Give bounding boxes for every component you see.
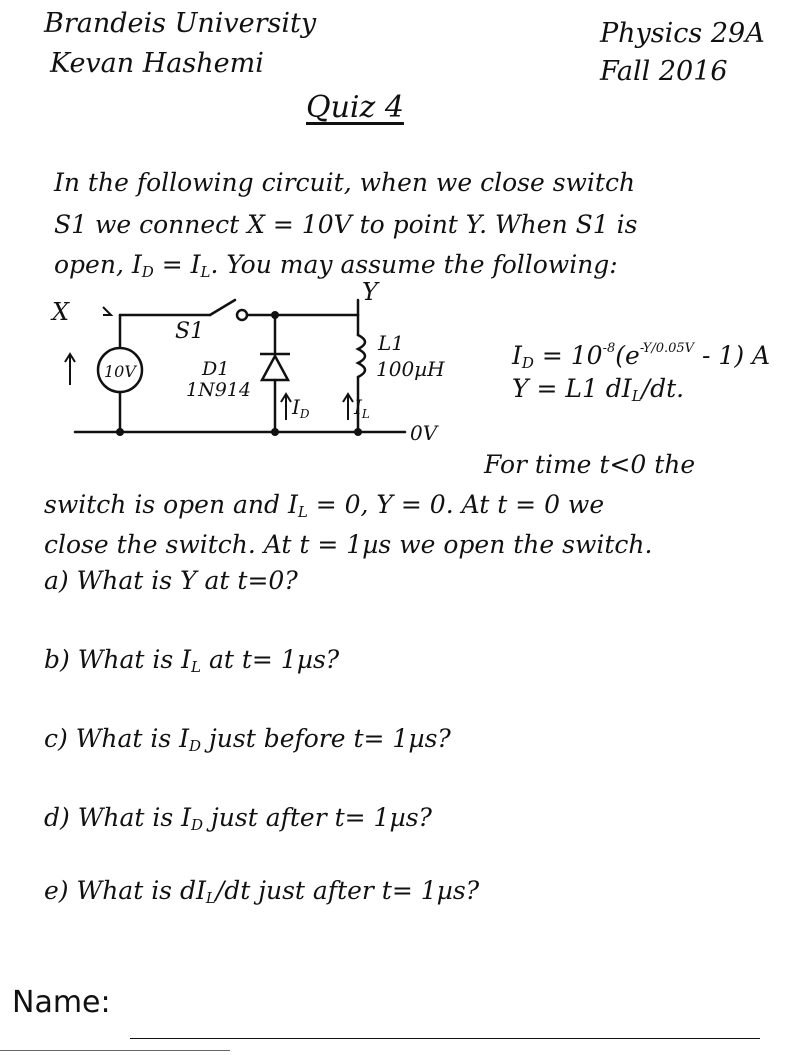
quiz-title: Quiz 4 (306, 90, 404, 125)
node-x-mark (103, 307, 111, 315)
diode-current-label: $I_D$ (292, 395, 310, 421)
circuit-diagram (40, 280, 480, 460)
inductor-coil (358, 335, 365, 377)
question-c: c) What is $I_D$ just before t= 1µs? (44, 724, 451, 755)
question-d: d) What is $I_D$ just after t= 1µs? (44, 803, 432, 834)
scan-edge-line (0, 1050, 230, 1051)
inductor-name-label: L1 (378, 331, 405, 355)
conditions-line-1: For time t<0 the (484, 450, 696, 479)
name-label: Name: (12, 985, 111, 1020)
junction-top-diode (271, 311, 279, 319)
diode-triangle (262, 356, 288, 380)
junction-bottom-inductor (354, 428, 362, 436)
junction-bottom-diode (271, 428, 279, 436)
junction-bottom-source (116, 428, 124, 436)
source-label: 10V (104, 362, 136, 381)
conditions-line-2: switch is open and $I_L = 0$, Y = 0. At t = 0 we (44, 490, 605, 521)
course-name: Physics 29A (600, 18, 765, 49)
diode-part-label: 1N914 (186, 379, 251, 401)
name-underline (130, 1038, 760, 1039)
inductor-value-label: 100µH (376, 357, 445, 381)
equation-inductor: Y = L1 $dI_L/dt$. (512, 374, 685, 405)
intro-line-2: S1 we connect X = 10V to point Y. When S1 is (54, 210, 638, 239)
switch-label: S1 (175, 319, 205, 344)
term: Fall 2016 (600, 56, 728, 87)
question-a: a) What is Y at t=0? (44, 566, 298, 595)
author-name: Kevan Hashemi (50, 48, 264, 79)
node-y-label: Y (362, 280, 378, 306)
conditions-line-3: close the switch. At t = 1µs we open the switch. (44, 530, 653, 559)
switch-contact (237, 310, 247, 320)
equation-diode: $I_D = 10^{-8}(e^{-Y/0.05V} - 1)$ A (512, 341, 771, 372)
inductor-current-label: $I_L$ (354, 395, 370, 421)
diode-name-label: D1 (202, 358, 230, 380)
university-name: Brandeis University (44, 8, 317, 39)
ground-label: 0V (410, 421, 438, 445)
intro-line-1: In the following circuit, when we close switch (54, 168, 636, 197)
intro-line-3: open, $I_D = I_L$. You may assume the following: (54, 250, 618, 281)
node-x-label: X (52, 298, 70, 326)
switch-blade (210, 300, 235, 315)
question-b: b) What is $I_L$ at t= 1µs? (44, 645, 340, 676)
question-e: e) What is $dI_L/dt$ just after t= 1µs? (44, 876, 480, 907)
